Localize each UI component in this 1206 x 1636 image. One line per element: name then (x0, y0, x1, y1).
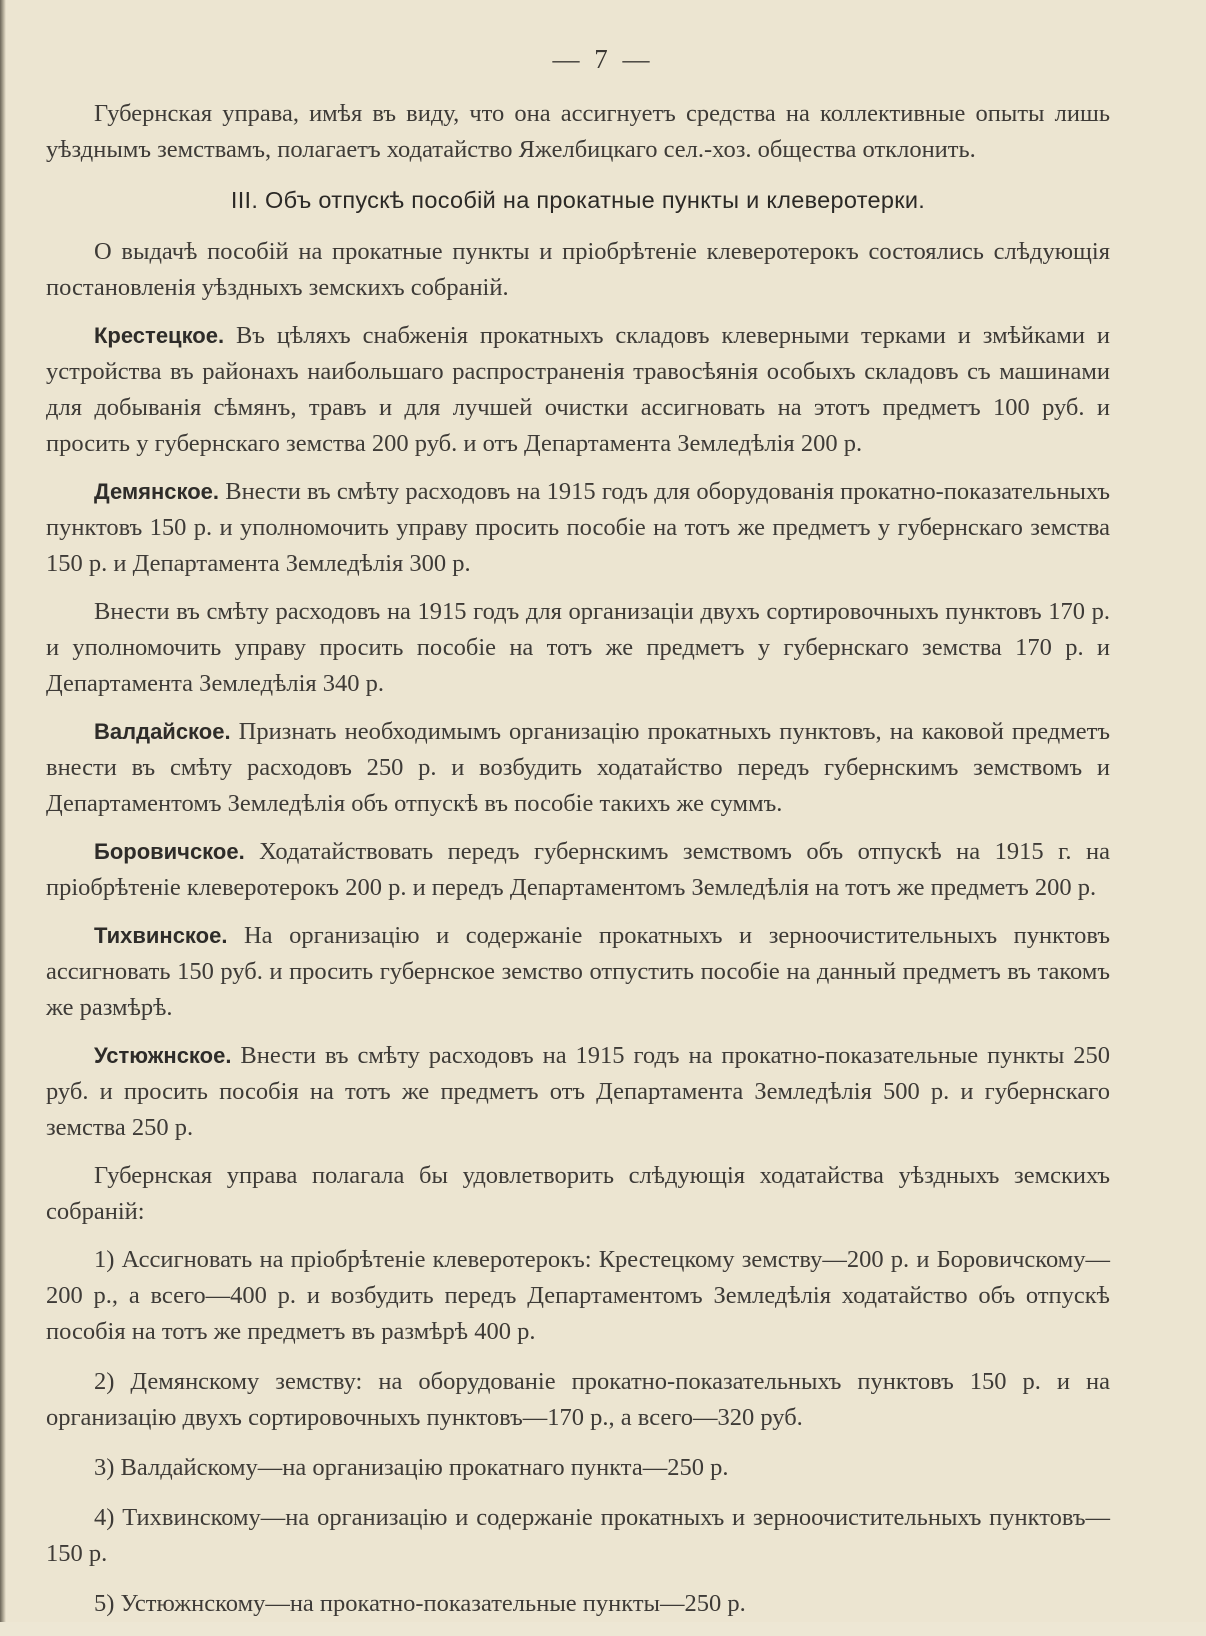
proposal-item: 4) Тихвинскому—на организацію и содержаніе прокатныхъ и зерноочистительныхъ пунктовъ—150 р. (46, 1504, 1110, 1567)
district-entry-tikhvinskoe (46, 918, 1110, 1026)
district-name: Демянское. (94, 479, 220, 504)
district-text: Ходатайствовать передъ губернскимъ земствомъ объ отпускѣ на 1915 г. на пріобрѣтеніе клеверотерокъ 200 р. и передъ Департаментомъ Земледѣлія на тотъ же предметъ 200 р. (46, 838, 1110, 901)
district-name: Тихвинское. (94, 923, 228, 948)
district-name: Боровичское. (94, 839, 245, 864)
page-number: — 7 — (552, 44, 654, 74)
district-entry-ustyuzhnskoe (46, 1038, 1110, 1146)
district-text: Внести въ смѣту расходовъ на 1915 годъ для оборудованія прокатно-показательныхъ пунктовъ 150 р. и уполномочить управу просить пособіе на тотъ же предметъ у губернскаго земства 150 р. и Департамента Земледѣлія 300 р. (46, 478, 1110, 577)
proposal-item: 3) Валдайскому—на организацію прокатнаго пункта—250 р. (94, 1454, 729, 1481)
district-entry-krestetskoe (46, 318, 1110, 462)
district-entry-borovichskoe (46, 834, 1110, 906)
district-text: Въ цѣляхъ снабженія прокатныхъ складовъ клеверными терками и змѣйками и устройства въ районахъ наибольшаго распространенія травосѣянія особыхъ складовъ съ машинами для добыванія сѣмянъ, травъ и для лучшей очистки ассигновать на этотъ предметъ 100 руб. и просить у губернскаго земства 200 руб. и отъ Департамента Земледѣлія 200 р. (46, 322, 1110, 457)
page-edge-shadow (0, 0, 6, 1622)
section-intro-paragraph: О выдачѣ пособій на прокатные пункты и пріобрѣтеніе клеверотерокъ состоялись слѣдующія постановленія уѣздныхъ земскихъ собраній. (46, 238, 1110, 301)
proposal-item: 5) Устюжнскому—на прокатно-показательные пункты—250 р. (94, 1590, 746, 1617)
district-name: Валдайское. (94, 719, 231, 744)
section-heading: III. Объ отпускѣ пособій на прокатные пункты и клеверотерки. (230, 187, 926, 213)
proposal-intro-paragraph: Губернская управа полагала бы удовлетворить слѣдующія ходатайства уѣздныхъ земскихъ собраній: (46, 1162, 1110, 1225)
district-text: На организацію и содержаніе прокатныхъ и зерноочистительныхъ пунктовъ ассигновать 150 руб. и просить губернское земство отпустить пособіе на данный предметъ въ такомъ же размѣрѣ. (46, 922, 1110, 1021)
district-text: Признать необходимымъ организацію прокатныхъ пунктовъ, на каковой предметъ внести въ смѣту расходовъ 250 р. и возбудить ходатайство передъ губернскимъ земствомъ и Департаментомъ Земледѣлія объ отпускѣ въ пособіе такихъ же суммъ. (46, 718, 1110, 817)
district-text: Внести въ смѣту расходовъ на 1915 годъ для организаціи двухъ сортировочныхъ пунктовъ 170 р. и уполномочить управу просить пособіе на тотъ же предметъ у губернскаго земства 170 р. и Департамента Земледѣлія 340 р. (46, 598, 1110, 697)
district-text: Внести въ смѣту расходовъ на 1915 годъ на прокатно-показательные пункты 250 руб. и просить пособія на тотъ же предметъ отъ Департамента Земледѣлія 500 р. и губернскаго земства 250 р. (46, 1042, 1110, 1141)
intro-paragraph: Губернская управа, имѣя въ виду, что она ассигнуетъ средства на коллективные опыты лишь уѣзднымъ земствамъ, полагаетъ ходатайство Яжелбицкаго сел.-хоз. общества отклонить. (46, 100, 1110, 163)
district-entry-demyanskoe-2 (46, 594, 1110, 702)
proposal-item: 1) Ассигновать на пріобрѣтеніе клеверотерокъ: Крестецкому земству—200 р. и Боровичскому—200 р., а всего—400 р. и возбудить передъ Департаментомъ Земледѣлія ходатайство объ отпускѣ пособія на тотъ же предметъ въ размѣрѣ 400 р. (46, 1246, 1110, 1345)
proposal-item: 2) Демянскому земству: на оборудованіе прокатно-показательныхъ пунктовъ 150 р. и на организацію двухъ сортировочныхъ пунктовъ—170 р., а всего—320 руб. (46, 1368, 1110, 1431)
district-name: Крестецкое. (94, 323, 225, 348)
district-name: Устюжнское. (94, 1043, 232, 1068)
document-body (46, 96, 1110, 1636)
district-entry-demyanskoe (46, 474, 1110, 582)
district-entry-valdayskoe (46, 714, 1110, 822)
